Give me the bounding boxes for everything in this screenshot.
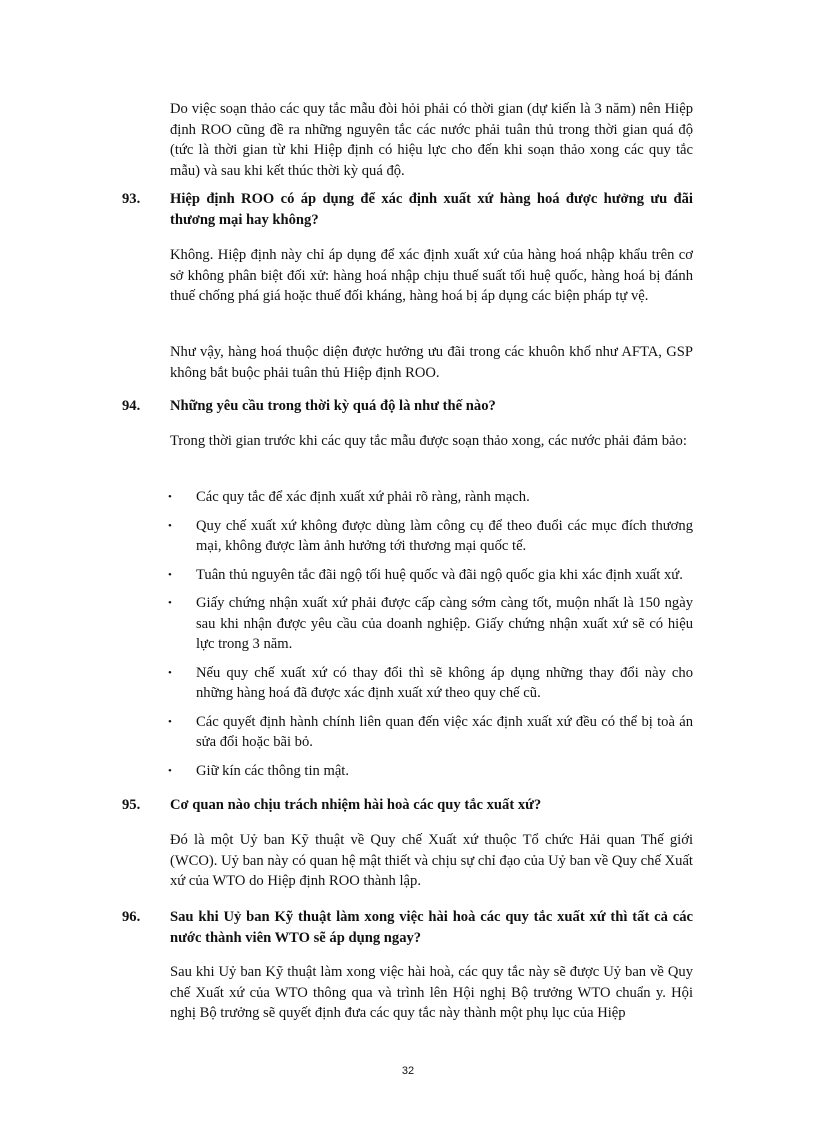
list-item-text: Các quy tắc để xác định xuất xứ phải rõ ràng, rành mạch. xyxy=(196,489,530,505)
requirements-list xyxy=(168,487,693,789)
page-number: 32 xyxy=(401,1065,415,1077)
answer-93-section xyxy=(170,245,693,307)
intro-section xyxy=(170,99,693,181)
answer-93-paragraph-2: Như vậy, hàng hoá thuộc diện được hưởng ưu đãi trong các khuôn khổ như AFTA, GSP không bắt buộc phải tuân thủ Hiệp định ROO. xyxy=(170,344,693,381)
question-93-heading: Hiệp định ROO có áp dụng để xác định xuất xứ hàng hoá được hưởng ưu đãi thương mại hay không? xyxy=(170,191,693,228)
list-item-text: Các quyết định hành chính liên quan đến việc xác định xuất xứ đều có thể bị toà án sửa đổi hoặc bãi bỏ. xyxy=(196,713,693,750)
bullet-icon: • xyxy=(168,715,172,728)
list-item xyxy=(168,565,693,586)
intro-paragraph: Do việc soạn thảo các quy tắc mẫu đòi hỏi phải có thời gian (dự kiến là 3 năm) nên Hiệp định ROO cũng đề ra những nguyên tắc các nước phải tuân thủ trong thời gian quá độ (tức là thời gian từ khi Hiệp định có hiệu lực cho đến khi soạn thảo xong các quy tắc mẫu) và sau khi kết thúc thời kỳ quá độ. xyxy=(170,101,693,179)
answer-96-section xyxy=(170,962,693,1024)
list-item-text: Quy chế xuất xứ không được dùng làm công cụ để theo đuổi các mục đích thương mại, không được làm ảnh hưởng tới thương mại quốc tế. xyxy=(196,517,693,554)
list-item-text: Giấy chứng nhận xuất xứ phải được cấp càng sớm càng tốt, muộn nhất là 150 ngày sau khi nhận được yêu cầu của doanh nghiệp. Giấy chứng nhận xuất xứ sẽ có hiệu lực trong 3 năm. xyxy=(196,595,693,652)
question-95-number: 95. xyxy=(122,797,141,813)
bullet-icon: • xyxy=(168,597,172,609)
list-item-text: Giữ kín các thông tin mật. xyxy=(196,762,350,779)
question-94-heading: Những yêu cầu trong thời kỳ quá độ là như thế nào? xyxy=(170,398,496,414)
answer-93-paragraph-1: Không. Hiệp định này chỉ áp dụng để xác định xuất xứ của hàng hoá nhập khẩu trên cơ sở không phân biệt đối xử: hàng hoá nhập chịu thuế suất tối huệ quốc, hàng hoá bị đánh thuế chống phá giá hoặc thuế đối kháng, hàng hoá bị áp dụng các biện pháp tự vệ. xyxy=(170,247,693,304)
bullet-icon: • xyxy=(168,666,172,679)
answer-94-paragraph: Trong thời gian trước khi các quy tắc mẫu được soạn thảo xong, các nước phải đảm bảo: xyxy=(170,433,687,449)
list-item xyxy=(168,663,693,704)
bullet-icon: • xyxy=(168,568,172,581)
answer-95-paragraph: Đó là một Uỷ ban Kỹ thuật về Quy chế Xuất xứ thuộc Tổ chức Hải quan Thế giới (WCO). Uỷ ban này có quan hệ mật thiết và chịu sự chỉ đạo của Uỷ ban về Quy chế Xuất xứ của WTO do Hiệp định ROO thành lập. xyxy=(170,832,693,889)
answer-93-section-2 xyxy=(170,342,693,383)
bullet-icon: • xyxy=(168,519,172,532)
list-item xyxy=(168,516,693,557)
answer-94-section xyxy=(170,431,693,452)
answer-95-section xyxy=(170,830,693,892)
answer-96-paragraph: Sau khi Uỷ ban Kỹ thuật làm xong việc hài hoà, các quy tắc này sẽ được Uỷ ban về Quy chế Xuất xứ của WTO thông qua và trình lên Hội nghị Bộ trưởng WTO chuẩn y. Hội nghị Bộ trưởng sẽ quyết định đưa các quy tắc này thành một phụ lục của Hiệp xyxy=(170,964,693,1021)
question-95-heading: Cơ quan nào chịu trách nhiệm hài hoà các quy tắc xuất xứ? xyxy=(170,797,542,813)
question-93-number: 93. xyxy=(122,191,141,207)
bullet-icon: • xyxy=(168,491,172,503)
list-item-text: Nếu quy chế xuất xứ có thay đổi thì sẽ không áp dụng những thay đổi này cho những hàng hoá đã được xác định xuất xứ theo quy chế cũ. xyxy=(196,664,693,701)
bullet-icon: • xyxy=(168,764,172,777)
list-item xyxy=(168,487,693,508)
question-94-number: 94. xyxy=(122,398,141,414)
list-item xyxy=(168,712,693,753)
list-item xyxy=(168,593,693,655)
question-96-number: 96. xyxy=(122,909,141,925)
list-item-text: Tuân thủ nguyên tắc đãi ngộ tối huệ quốc và đãi ngộ quốc gia khi xác định xuất xứ. xyxy=(196,566,683,583)
question-96-heading: Sau khi Uỷ ban Kỹ thuật làm xong việc hài hoà các quy tắc xuất xứ thì tất cả các nước thành viên WTO sẽ áp dụng ngay? xyxy=(170,909,693,946)
list-item xyxy=(168,761,693,782)
